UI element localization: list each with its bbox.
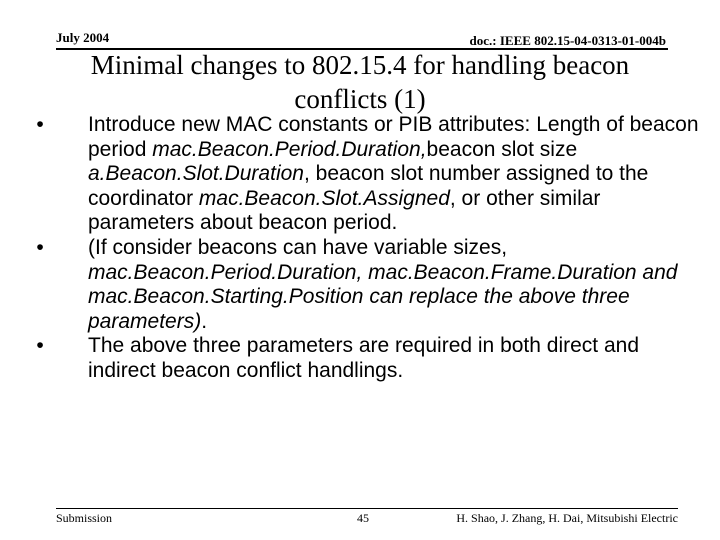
header-doc-id: doc.: IEEE 802.15-04-0313-01-004b (469, 33, 666, 48)
bullet-item (30, 236, 700, 334)
bullet-text: (If consider beacons can have variable sizes, (88, 235, 508, 259)
bullet-text: Introduce new MAC constants or PIB attributes: Length of beacon period (88, 113, 699, 161)
bullet-text: The above three parameters are required in both direct and indirect beacon conflict handlings. (88, 334, 639, 382)
bullet-text: , or other similar parameters about beacon period. (88, 186, 601, 235)
slide-title (60, 48, 660, 116)
footer-submission: Submission (56, 511, 113, 525)
footer-rule (56, 508, 678, 509)
bullet-text: . (201, 309, 208, 333)
bullet-text-italic: mac.Beacon.Period.Duration, mac.Beacon.Frame.Duration and mac.Beacon.Starting.Position can replace the above three parameters) (88, 260, 678, 333)
header-date: July 2004 (56, 30, 110, 45)
bullet-text: , beacon slot number assigned to the coordinator (88, 162, 649, 210)
bullet-marker: • (36, 334, 44, 358)
bullet-marker: • (36, 235, 44, 259)
footer-authors: H. Shao, J. Zhang, H. Dai, Mitsubishi Electric (456, 511, 678, 525)
bullet-text-italic: a.Beacon.Slot.Duration (88, 162, 304, 186)
bullet-marker: • (36, 113, 44, 136)
footer-page-number: 45 (357, 511, 369, 525)
bullet-text: beacon slot size (426, 137, 578, 161)
bullet-text-italic: mac.Beacon.Slot.Assigned (198, 186, 450, 210)
title-line-2: conflicts (1) (294, 84, 426, 114)
title-line-1: Minimal changes to 802.15.4 for handling beacon (90, 50, 630, 80)
bullet-item (30, 334, 700, 383)
bullet-text-italic: mac.Beacon.Period.Duration, (152, 137, 427, 161)
bullet-list (30, 113, 700, 384)
bullet-item (30, 113, 700, 236)
